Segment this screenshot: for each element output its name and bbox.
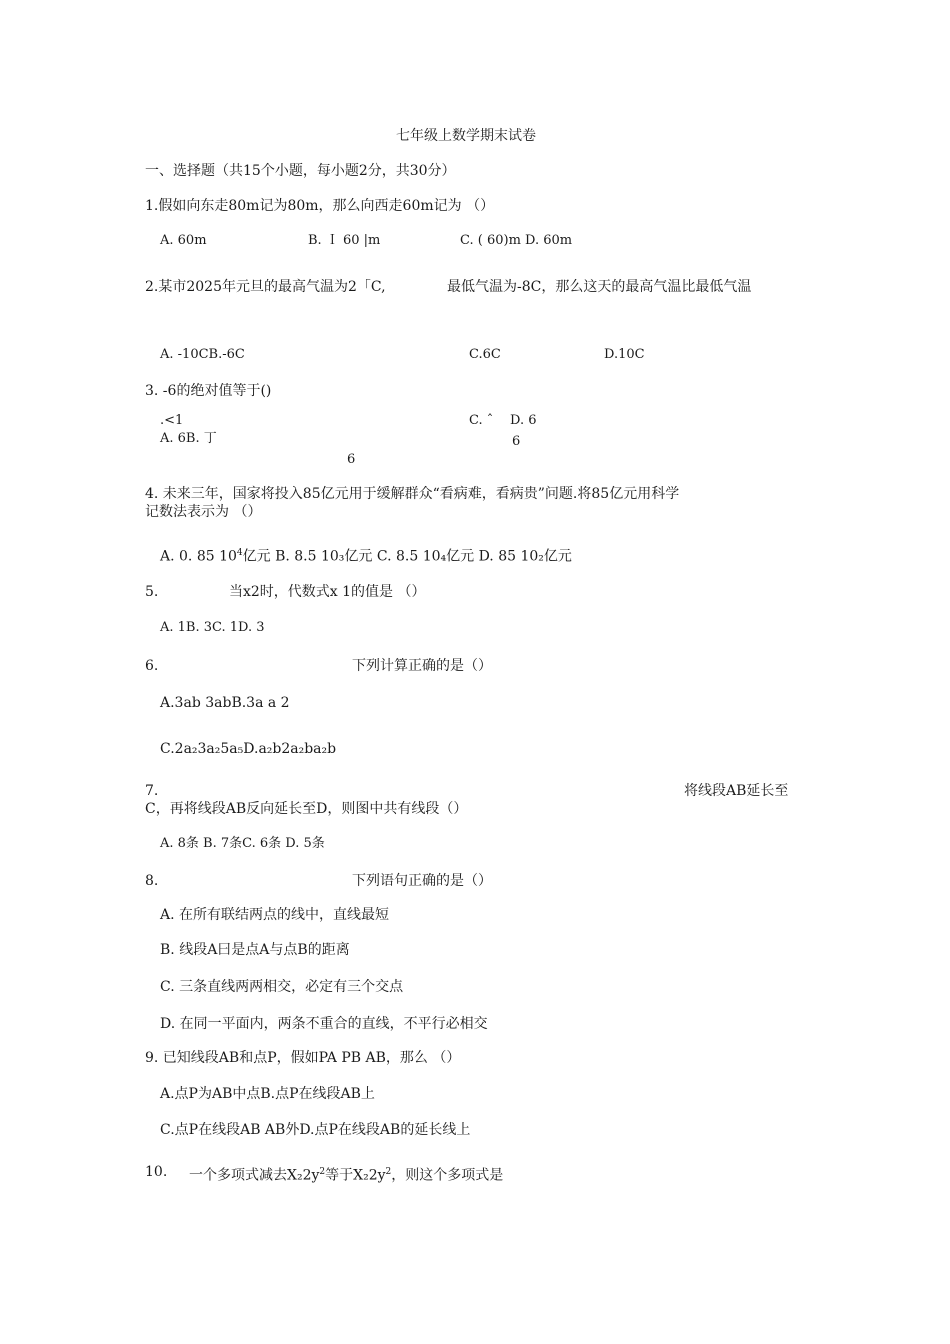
q6-number: 6. (145, 658, 159, 674)
q1-stem: 1.假如向东走80m记为80m，那么向西走60m记为 （） (145, 198, 495, 214)
q6-option-ab: A.3ab 3abB.3a a 2 (160, 695, 290, 711)
q4-options-pre: A. 0. 85 10 (160, 548, 237, 565)
q2-stem-part1: 2.某市2025年元旦的最高气温为2「C, (145, 279, 386, 295)
q2-option-ab: A. -10CB.-6C (160, 347, 245, 362)
q5-number: 5. (145, 584, 159, 600)
q4-options-post: 亿元 B. 8.5 10₃亿元 C. 8.5 10₄亿元 D. 85 10₂亿元 (242, 548, 572, 565)
q4-options-exponent: 4 (236, 548, 243, 558)
q2-option-d: D.10C (604, 347, 645, 362)
q10-stem-pre: 一个多项式减去X₂2y (189, 1167, 320, 1184)
q8-option-b: B. 线段A曰是点A与点B的距离 (160, 942, 350, 958)
q8-option-d: D. 在同一平面内，两条不重合的直线，不平行必相交 (160, 1016, 488, 1032)
q9-option-cd: C.点P在线段AB AB外D.点P在线段AB的延长线上 (160, 1122, 471, 1138)
q3-option-c: C. ˆ (469, 413, 494, 428)
q5-stem: 当x2时，代数式x 1的值是 （） (229, 584, 426, 600)
q8-stem: 下列语句正确的是（） (352, 873, 492, 889)
q2-stem-part2: 最低气温为-8C，那么这天的最高气温比最低气温 (447, 279, 752, 295)
q4-stem-line2: 记数法表示为 （） (145, 504, 262, 520)
q10-exponent-2: 2 (385, 1167, 392, 1177)
q7-stem-line1: 将线段AB延长至 (684, 783, 789, 799)
q3-option-b-denominator: 6 (347, 452, 356, 467)
page-title: 七年级上数学期末试卷 (396, 128, 536, 144)
q2-option-c: C.6C (469, 347, 501, 362)
q4-stem-line1: 4. 未来三年，国家将投入85亿元用于缓解群众“看病难，看病贵”问题.将85亿元用科学 (145, 486, 680, 502)
q10-stem-mid: 等于X₂2y (325, 1167, 386, 1184)
q6-stem: 下列计算正确的是（） (352, 658, 492, 674)
q10-exponent-1: 2 (319, 1167, 326, 1177)
q7-options: A. 8条 B. 7条C. 6条 D. 5条 (160, 836, 325, 851)
q3-option-d: D. 6 (510, 413, 537, 428)
q1-option-cd: C. ( 60)m D. 60m (460, 233, 573, 248)
q1-option-b: B. Ｉ 60 |m (308, 233, 381, 248)
q9-stem: 9. 已知线段AB和点P，假如PA PB AB，那么 （） (145, 1050, 461, 1066)
q10-stem (189, 1163, 503, 1185)
q7-number: 7. (145, 783, 159, 799)
q3-option-ab: A. 6B. 丁 (160, 431, 217, 446)
q7-stem-line2: C，再将线段AB反向延长至D，则图中共有线段（） (145, 801, 468, 817)
q1-option-a: A. 60m (160, 233, 207, 248)
q3-option-d-denominator: 6 (512, 434, 521, 449)
q8-option-a: A. 在所有联结两点的线中，直线最短 (160, 907, 390, 923)
section-heading: 一、选择题（共15个小题，每小题2分，共30分） (145, 163, 456, 179)
q3-option-b-numerator: .<1 (160, 413, 184, 428)
q10-number: 10. (145, 1164, 168, 1180)
q5-options: A. 1B. 3C. 1D. 3 (160, 620, 265, 635)
q9-option-ab: A.点P为AB中点B.点P在线段AB上 (160, 1086, 375, 1102)
q8-number: 8. (145, 873, 159, 889)
q10-stem-post: ，则这个多项式是 (391, 1167, 504, 1184)
q3-stem: 3. -6的绝对值等于() (145, 383, 272, 399)
q4-options (160, 544, 572, 566)
q6-option-cd: C.2a₂3a₂5a₅D.a₂b2a₂ba₂b (160, 741, 337, 757)
q8-option-c: C. 三条直线两两相交，必定有三个交点 (160, 979, 404, 995)
